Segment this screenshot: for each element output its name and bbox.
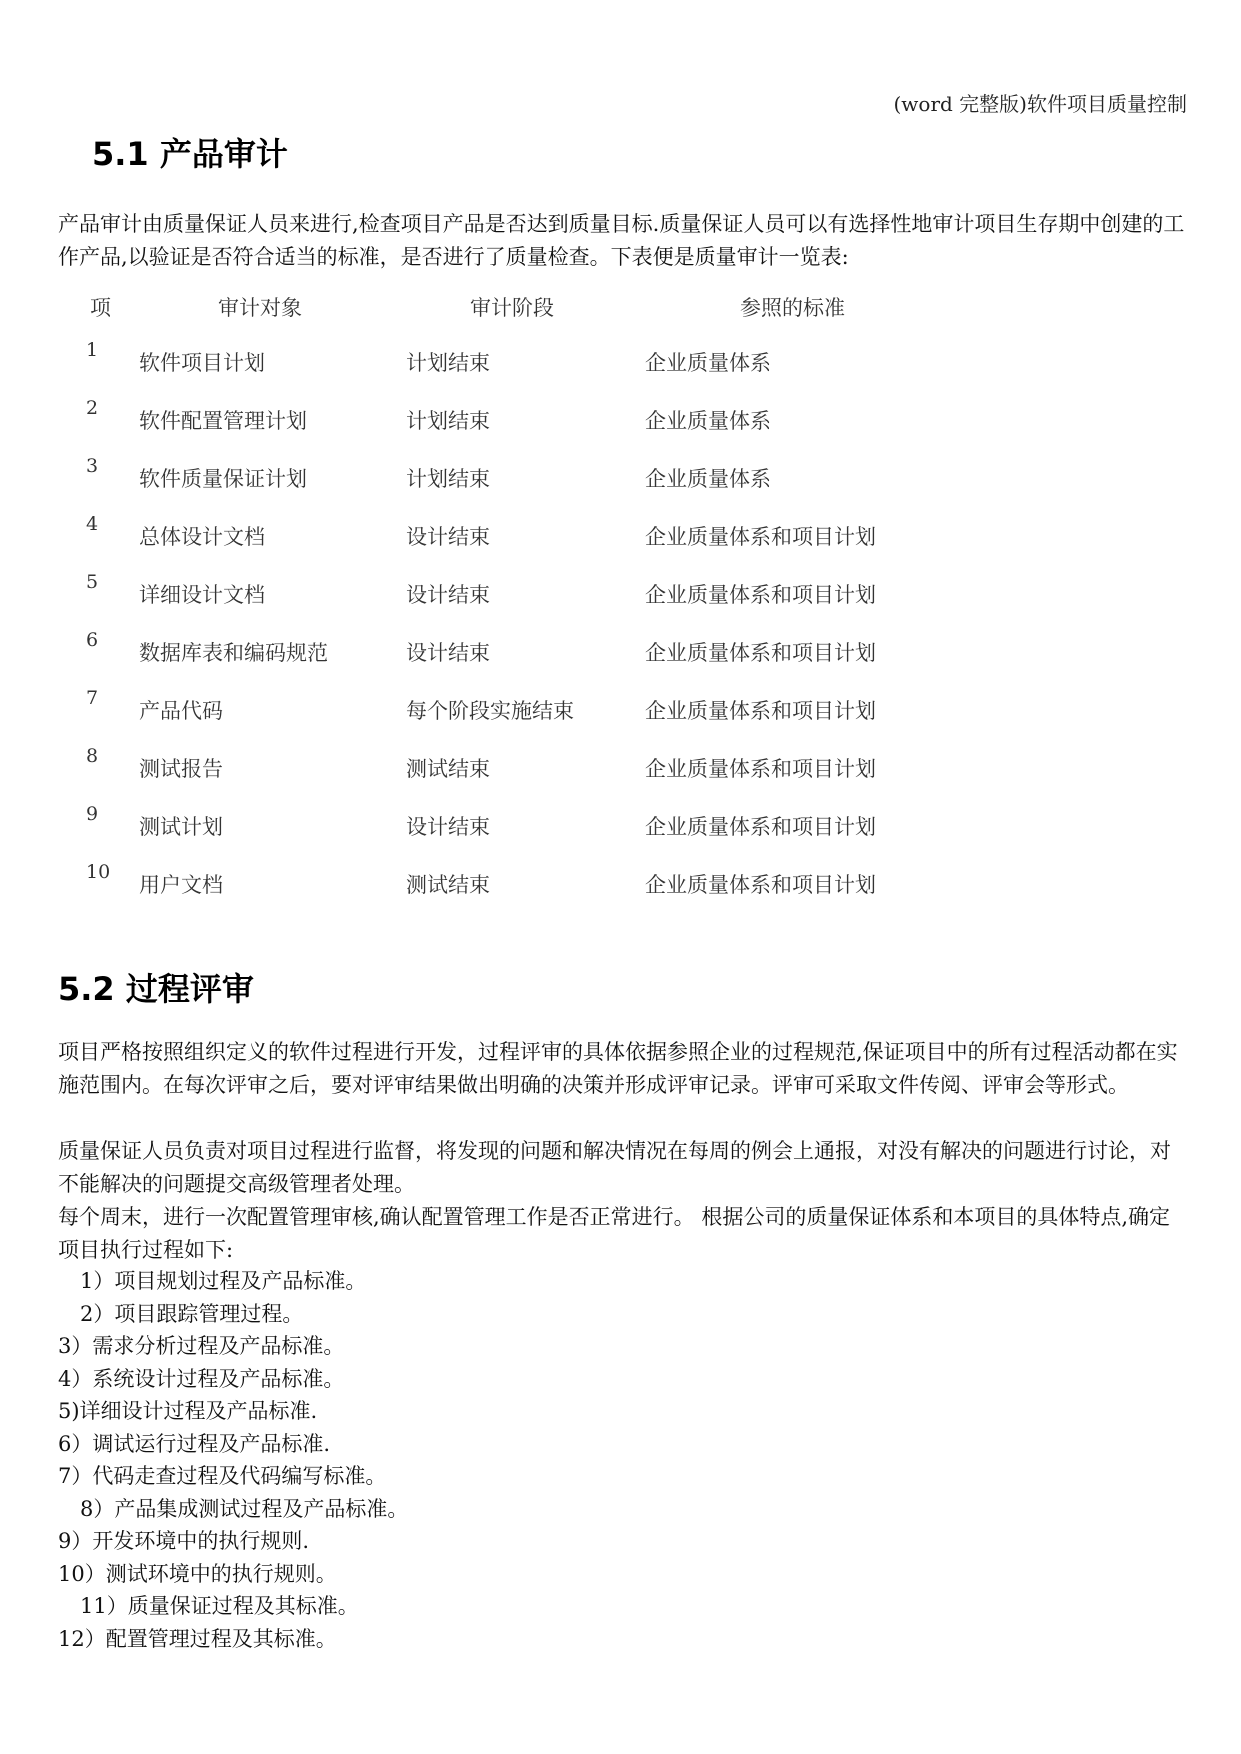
reference-standard: 企业质量体系 [645,351,771,375]
row-number: 10 [86,861,111,883]
audit-object: 详细设计文档 [139,583,265,607]
table-row [0,339,1241,387]
section-heading-process-review: 5.2 过程评审 [58,970,254,1008]
table-row [0,455,1241,503]
list-item: 11）质量保证过程及其标准。 [80,1594,359,1618]
list-item: 10）测试环境中的执行规则。 [58,1561,337,1586]
audit-stage: 设计结束 [406,583,490,607]
audit-object: 软件质量保证计划 [139,467,307,491]
reference-standard: 企业质量体系和项目计划 [645,525,876,549]
list-item: 7）代码走查过程及代码编写标准。 [58,1464,387,1488]
table-row [0,629,1241,677]
table-header-item: 项 [90,296,111,320]
table-header-object: 审计对象 [218,296,302,320]
list-item: 8）产品集成测试过程及产品标准。 [80,1496,409,1521]
table-row [0,571,1241,619]
process-review-paragraph-1: 项目严格按照组织定义的软件过程进行开发，过程评审的具体依据参照企业的过程规范,保证项目中的所有过程活动都在实施范围内。在每次评审之后，要对评审结果做出明确的决策并形成评审记录。评审可采取文件传阅、评审会等形式。 [58,1040,1178,1097]
list-item: 5)详细设计过程及产品标准. [58,1399,318,1423]
reference-standard: 企业质量体系和项目计划 [645,583,876,607]
process-review-paragraph-2: 质量保证人员负责对项目过程进行监督，将发现的问题和解决情况在每周的例会上通报，对没有解决的问题进行讨论，对不能解决的问题提交高级管理者处理。 [58,1139,1171,1196]
audit-object: 总体设计文档 [139,525,265,549]
reference-standard: 企业质量体系和项目计划 [645,641,876,665]
audit-object: 产品代码 [139,699,223,723]
list-item: 3）需求分析过程及产品标准。 [58,1334,345,1358]
row-number: 1 [86,339,99,361]
row-number: 6 [86,629,99,651]
list-item: 4）系统设计过程及产品标准。 [58,1366,345,1391]
document-header-title: (word 完整版)软件项目质量控制 [893,92,1187,116]
table-row [0,745,1241,793]
audit-object: 测试报告 [139,757,223,781]
product-audit-intro: 产品审计由质量保证人员来进行,检查项目产品是否达到质量目标.质量保证人员可以有选择性地审计项目生存期中创建的工作产品,以验证是否符合适当的标准，是否进行了质量检查。下表便是质量审计一览表: [58,212,1185,269]
table-row [0,803,1241,851]
table-row [0,397,1241,445]
audit-stage: 每个阶段实施结束 [406,699,574,723]
row-number: 8 [86,745,99,767]
audit-stage: 计划结束 [406,409,490,433]
audit-stage: 计划结束 [406,351,490,375]
list-item: 6）调试运行过程及产品标准. [58,1431,331,1456]
table-header-standard: 参照的标准 [740,296,845,320]
audit-stage: 计划结束 [406,467,490,491]
section-heading-product-audit: 5.1 产品审计 [92,135,288,173]
reference-standard: 企业质量体系和项目计划 [645,757,876,781]
reference-standard: 企业质量体系和项目计划 [645,815,876,839]
row-number: 9 [86,803,99,825]
reference-standard: 企业质量体系 [645,467,771,491]
audit-stage: 设计结束 [406,641,490,665]
audit-object: 软件项目计划 [139,351,265,375]
audit-object: 测试计划 [139,815,223,839]
table-row [0,513,1241,561]
audit-object: 数据库表和编码规范 [139,641,328,665]
row-number: 4 [86,513,99,535]
row-number: 7 [86,687,99,709]
audit-stage: 测试结束 [406,873,490,897]
audit-stage: 设计结束 [406,815,490,839]
audit-object: 软件配置管理计划 [139,409,307,433]
list-item: 9）开发环境中的执行规则. [58,1529,310,1553]
row-number: 5 [86,571,99,593]
row-number: 3 [86,455,99,477]
audit-object: 用户文档 [139,873,223,897]
list-item: 12）配置管理过程及其标准。 [58,1626,337,1651]
row-number: 2 [86,397,99,419]
table-row [0,687,1241,735]
table-header-stage: 审计阶段 [470,296,554,320]
audit-stage: 设计结束 [406,525,490,549]
reference-standard: 企业质量体系 [645,409,771,433]
audit-stage: 测试结束 [406,757,490,781]
process-review-paragraph-3: 每个周末，进行一次配置管理审核,确认配置管理工作是否正常进行。 根据公司的质量保证体系和本项目的具体特点,确定项目执行过程如下: [58,1205,1171,1262]
list-item: 2）项目跟踪管理过程。 [80,1301,304,1326]
list-item: 1）项目规划过程及产品标准。 [80,1269,367,1293]
reference-standard: 企业质量体系和项目计划 [645,873,876,897]
table-row [0,861,1241,909]
reference-standard: 企业质量体系和项目计划 [645,699,876,723]
